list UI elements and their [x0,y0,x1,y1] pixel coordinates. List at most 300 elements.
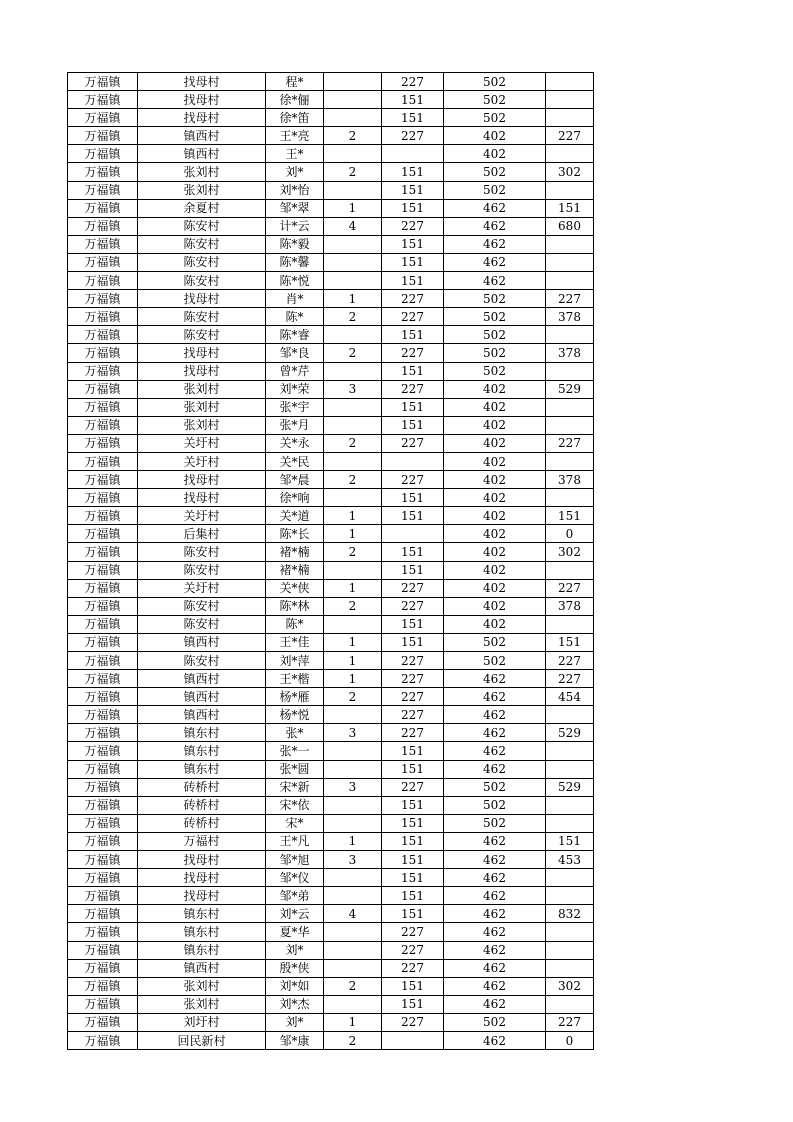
total-cell [546,760,594,778]
name-cell: 陈* [266,615,324,633]
table-row [68,633,594,651]
village-cell: 陈安村 [138,543,266,561]
table-row [68,507,594,525]
value-a-cell: 151 [382,869,444,887]
town-cell: 万福镇 [68,887,138,905]
town-cell: 万福镇 [68,670,138,688]
value-a-cell: 227 [382,290,444,308]
value-a-cell: 151 [382,543,444,561]
town-cell: 万福镇 [68,489,138,507]
value-b-cell: 402 [444,380,546,398]
town-cell: 万福镇 [68,851,138,869]
value-b-cell: 462 [444,235,546,253]
table-row [68,290,594,308]
value-b-cell: 462 [444,869,546,887]
name-cell: 关*永 [266,434,324,452]
name-cell: 计*云 [266,217,324,235]
value-b-cell: 502 [444,109,546,127]
value-b-cell: 502 [444,362,546,380]
total-cell: 227 [546,127,594,145]
household-count-cell: 2 [324,308,382,326]
town-cell: 万福镇 [68,959,138,977]
name-cell: 张*月 [266,416,324,434]
table-row [68,561,594,579]
value-a-cell: 151 [382,489,444,507]
value-a-cell: 151 [382,814,444,832]
total-cell [546,253,594,271]
name-cell: 关*道 [266,507,324,525]
village-cell: 找母村 [138,290,266,308]
name-cell: 王*凡 [266,832,324,850]
name-cell: 褚*楠 [266,543,324,561]
name-cell: 刘*云 [266,905,324,923]
table-row [68,959,594,977]
value-b-cell: 462 [444,905,546,923]
household-count-cell: 2 [324,471,382,489]
value-b-cell: 502 [444,652,546,670]
village-cell: 陈安村 [138,561,266,579]
value-a-cell: 151 [382,760,444,778]
name-cell: 刘*杰 [266,995,324,1013]
town-cell: 万福镇 [68,452,138,470]
town-cell: 万福镇 [68,145,138,163]
village-cell: 找母村 [138,869,266,887]
value-b-cell: 462 [444,253,546,271]
table-row [68,652,594,670]
town-cell: 万福镇 [68,73,138,91]
value-b-cell: 462 [444,706,546,724]
household-count-cell: 2 [324,344,382,362]
total-cell [546,362,594,380]
value-b-cell: 402 [444,525,546,543]
value-a-cell: 151 [382,995,444,1013]
value-a-cell: 151 [382,398,444,416]
value-a-cell: 151 [382,851,444,869]
name-cell: 徐*俪 [266,91,324,109]
value-a-cell [382,452,444,470]
town-cell: 万福镇 [68,1031,138,1049]
value-a-cell: 227 [382,923,444,941]
household-count-cell: 2 [324,163,382,181]
table-body [68,73,594,1050]
household-count-cell: 2 [324,127,382,145]
village-cell: 关圩村 [138,452,266,470]
value-b-cell: 402 [444,615,546,633]
household-count-cell [324,181,382,199]
village-cell: 陈安村 [138,235,266,253]
value-a-cell: 151 [382,181,444,199]
value-a-cell: 151 [382,615,444,633]
total-cell [546,615,594,633]
value-b-cell: 462 [444,851,546,869]
household-count-cell: 1 [324,290,382,308]
town-cell: 万福镇 [68,561,138,579]
table-row [68,615,594,633]
value-b-cell: 502 [444,91,546,109]
town-cell: 万福镇 [68,796,138,814]
value-b-cell: 402 [444,489,546,507]
total-cell [546,941,594,959]
table-row [68,923,594,941]
household-count-cell [324,796,382,814]
value-a-cell: 227 [382,434,444,452]
total-cell: 378 [546,344,594,362]
household-count-cell: 1 [324,579,382,597]
household-count-cell: 2 [324,977,382,995]
table-row [68,235,594,253]
village-cell: 找母村 [138,887,266,905]
value-b-cell: 402 [444,597,546,615]
village-cell: 镇东村 [138,923,266,941]
value-a-cell: 227 [382,73,444,91]
value-a-cell: 151 [382,109,444,127]
value-a-cell: 151 [382,199,444,217]
value-a-cell: 151 [382,326,444,344]
town-cell: 万福镇 [68,235,138,253]
value-a-cell: 227 [382,959,444,977]
town-cell: 万福镇 [68,543,138,561]
name-cell: 陈*林 [266,597,324,615]
value-a-cell: 227 [382,941,444,959]
value-a-cell: 227 [382,1013,444,1031]
table-row [68,380,594,398]
table-row [68,760,594,778]
value-b-cell: 502 [444,163,546,181]
total-cell [546,814,594,832]
household-count-cell [324,615,382,633]
household-count-cell [324,814,382,832]
value-a-cell: 227 [382,706,444,724]
name-cell: 刘* [266,941,324,959]
value-b-cell: 502 [444,308,546,326]
village-cell: 砖桥村 [138,778,266,796]
village-cell: 关圩村 [138,434,266,452]
town-cell: 万福镇 [68,579,138,597]
household-count-cell [324,73,382,91]
household-count-cell: 1 [324,199,382,217]
name-cell: 徐*笛 [266,109,324,127]
name-cell: 张* [266,724,324,742]
village-cell: 镇东村 [138,760,266,778]
total-cell [546,416,594,434]
town-cell: 万福镇 [68,181,138,199]
village-cell: 回民新村 [138,1031,266,1049]
value-b-cell: 402 [444,434,546,452]
household-count-cell [324,941,382,959]
table-row [68,688,594,706]
value-b-cell: 502 [444,778,546,796]
village-cell: 镇西村 [138,670,266,688]
town-cell: 万福镇 [68,398,138,416]
name-cell: 邹*旭 [266,851,324,869]
value-b-cell: 502 [444,814,546,832]
total-cell [546,887,594,905]
village-cell: 镇西村 [138,688,266,706]
town-cell: 万福镇 [68,199,138,217]
value-b-cell: 462 [444,724,546,742]
household-count-cell: 4 [324,217,382,235]
town-cell: 万福镇 [68,905,138,923]
household-count-cell [324,326,382,344]
value-a-cell: 151 [382,796,444,814]
value-b-cell: 462 [444,217,546,235]
household-count-cell [324,416,382,434]
total-cell: 378 [546,308,594,326]
table-row [68,471,594,489]
town-cell: 万福镇 [68,688,138,706]
total-cell [546,235,594,253]
table-row [68,869,594,887]
table-row [68,308,594,326]
household-count-cell: 2 [324,688,382,706]
town-cell: 万福镇 [68,290,138,308]
name-cell: 刘*怡 [266,181,324,199]
value-b-cell: 462 [444,995,546,1013]
village-cell: 找母村 [138,91,266,109]
town-cell: 万福镇 [68,326,138,344]
town-cell: 万福镇 [68,91,138,109]
value-a-cell: 151 [382,561,444,579]
village-cell: 张刘村 [138,163,266,181]
town-cell: 万福镇 [68,109,138,127]
table-row [68,796,594,814]
total-cell: 151 [546,507,594,525]
total-cell: 454 [546,688,594,706]
town-cell: 万福镇 [68,724,138,742]
village-cell: 陈安村 [138,253,266,271]
town-cell: 万福镇 [68,995,138,1013]
table-row [68,163,594,181]
value-a-cell: 227 [382,579,444,597]
village-cell: 张刘村 [138,398,266,416]
household-count-cell [324,706,382,724]
table-row [68,742,594,760]
household-count-cell: 4 [324,905,382,923]
value-b-cell: 462 [444,1031,546,1049]
village-cell: 陈安村 [138,217,266,235]
town-cell: 万福镇 [68,127,138,145]
table-row [68,597,594,615]
village-cell: 刘圩村 [138,1013,266,1031]
total-cell: 227 [546,670,594,688]
town-cell: 万福镇 [68,615,138,633]
town-cell: 万福镇 [68,308,138,326]
value-b-cell: 402 [444,416,546,434]
name-cell: 夏*华 [266,923,324,941]
household-count-cell [324,959,382,977]
village-cell: 镇东村 [138,941,266,959]
value-a-cell: 227 [382,344,444,362]
household-count-cell: 1 [324,507,382,525]
name-cell: 邹*晨 [266,471,324,489]
total-cell: 151 [546,633,594,651]
name-cell: 陈* [266,308,324,326]
value-b-cell: 402 [444,452,546,470]
table-row [68,905,594,923]
town-cell: 万福镇 [68,362,138,380]
value-b-cell: 462 [444,760,546,778]
table-row [68,1031,594,1049]
total-cell: 378 [546,471,594,489]
household-count-cell: 1 [324,633,382,651]
value-b-cell: 402 [444,471,546,489]
total-cell: 227 [546,1013,594,1031]
value-a-cell: 151 [382,362,444,380]
value-a-cell: 151 [382,633,444,651]
value-b-cell: 402 [444,561,546,579]
household-count-cell: 2 [324,543,382,561]
value-a-cell: 227 [382,597,444,615]
table-row [68,489,594,507]
value-b-cell: 502 [444,633,546,651]
name-cell: 曾*芹 [266,362,324,380]
value-a-cell: 227 [382,688,444,706]
table-row [68,434,594,452]
name-cell: 宋* [266,814,324,832]
value-b-cell: 462 [444,832,546,850]
town-cell: 万福镇 [68,163,138,181]
value-a-cell: 227 [382,380,444,398]
town-cell: 万福镇 [68,471,138,489]
village-cell: 陈安村 [138,652,266,670]
name-cell: 刘* [266,1013,324,1031]
town-cell: 万福镇 [68,941,138,959]
town-cell: 万福镇 [68,380,138,398]
value-a-cell: 227 [382,127,444,145]
value-a-cell: 151 [382,977,444,995]
town-cell: 万福镇 [68,416,138,434]
town-cell: 万福镇 [68,633,138,651]
total-cell [546,73,594,91]
table-row [68,525,594,543]
total-cell [546,959,594,977]
village-cell: 镇西村 [138,145,266,163]
household-count-cell: 3 [324,380,382,398]
table-row [68,724,594,742]
total-cell: 227 [546,290,594,308]
village-cell: 找母村 [138,471,266,489]
town-cell: 万福镇 [68,344,138,362]
household-count-cell: 1 [324,832,382,850]
value-b-cell: 462 [444,959,546,977]
name-cell: 徐*响 [266,489,324,507]
total-cell [546,109,594,127]
village-cell: 找母村 [138,109,266,127]
village-cell: 陈安村 [138,615,266,633]
village-cell: 镇西村 [138,633,266,651]
value-a-cell: 227 [382,217,444,235]
town-cell: 万福镇 [68,525,138,543]
table-row [68,1013,594,1031]
name-cell: 王* [266,145,324,163]
household-count-cell [324,452,382,470]
village-cell: 找母村 [138,851,266,869]
value-a-cell: 151 [382,742,444,760]
total-cell: 302 [546,163,594,181]
table-row [68,217,594,235]
town-cell: 万福镇 [68,814,138,832]
household-count-cell [324,362,382,380]
total-cell [546,272,594,290]
value-a-cell: 151 [382,905,444,923]
household-count-cell [324,91,382,109]
household-count-cell [324,869,382,887]
village-cell: 砖桥村 [138,796,266,814]
household-count-cell [324,760,382,778]
village-cell: 镇西村 [138,959,266,977]
table-row [68,814,594,832]
table-row [68,452,594,470]
value-a-cell: 151 [382,235,444,253]
town-cell: 万福镇 [68,778,138,796]
value-b-cell: 462 [444,977,546,995]
value-b-cell: 402 [444,579,546,597]
table-row [68,887,594,905]
town-cell: 万福镇 [68,1013,138,1031]
table-row [68,977,594,995]
village-cell: 找母村 [138,489,266,507]
total-cell: 453 [546,851,594,869]
village-cell: 关圩村 [138,579,266,597]
table-row [68,73,594,91]
value-a-cell: 227 [382,308,444,326]
household-count-cell: 3 [324,778,382,796]
table-row [68,832,594,850]
household-count-cell [324,489,382,507]
table-row [68,398,594,416]
total-cell: 302 [546,977,594,995]
table-row [68,416,594,434]
value-a-cell: 227 [382,724,444,742]
value-a-cell [382,525,444,543]
village-cell: 余夏村 [138,199,266,217]
village-cell: 张刘村 [138,380,266,398]
household-count-cell [324,272,382,290]
village-cell: 陈安村 [138,326,266,344]
total-cell [546,91,594,109]
name-cell: 褚*楠 [266,561,324,579]
table-row [68,941,594,959]
household-count-cell: 1 [324,670,382,688]
name-cell: 陈*毅 [266,235,324,253]
value-b-cell: 462 [444,199,546,217]
household-count-cell [324,995,382,1013]
name-cell: 邹*弟 [266,887,324,905]
name-cell: 刘*萍 [266,652,324,670]
table-row [68,253,594,271]
household-count-cell [324,109,382,127]
value-a-cell: 227 [382,778,444,796]
table-row [68,199,594,217]
total-cell: 832 [546,905,594,923]
total-cell [546,452,594,470]
value-a-cell: 151 [382,416,444,434]
total-cell [546,995,594,1013]
village-cell: 镇西村 [138,127,266,145]
town-cell: 万福镇 [68,706,138,724]
value-a-cell [382,1031,444,1049]
table-row [68,109,594,127]
total-cell [546,869,594,887]
name-cell: 程* [266,73,324,91]
town-cell: 万福镇 [68,507,138,525]
value-b-cell: 402 [444,127,546,145]
household-count-cell: 1 [324,525,382,543]
total-cell [546,742,594,760]
name-cell: 宋*新 [266,778,324,796]
household-count-cell [324,145,382,163]
table-row [68,670,594,688]
